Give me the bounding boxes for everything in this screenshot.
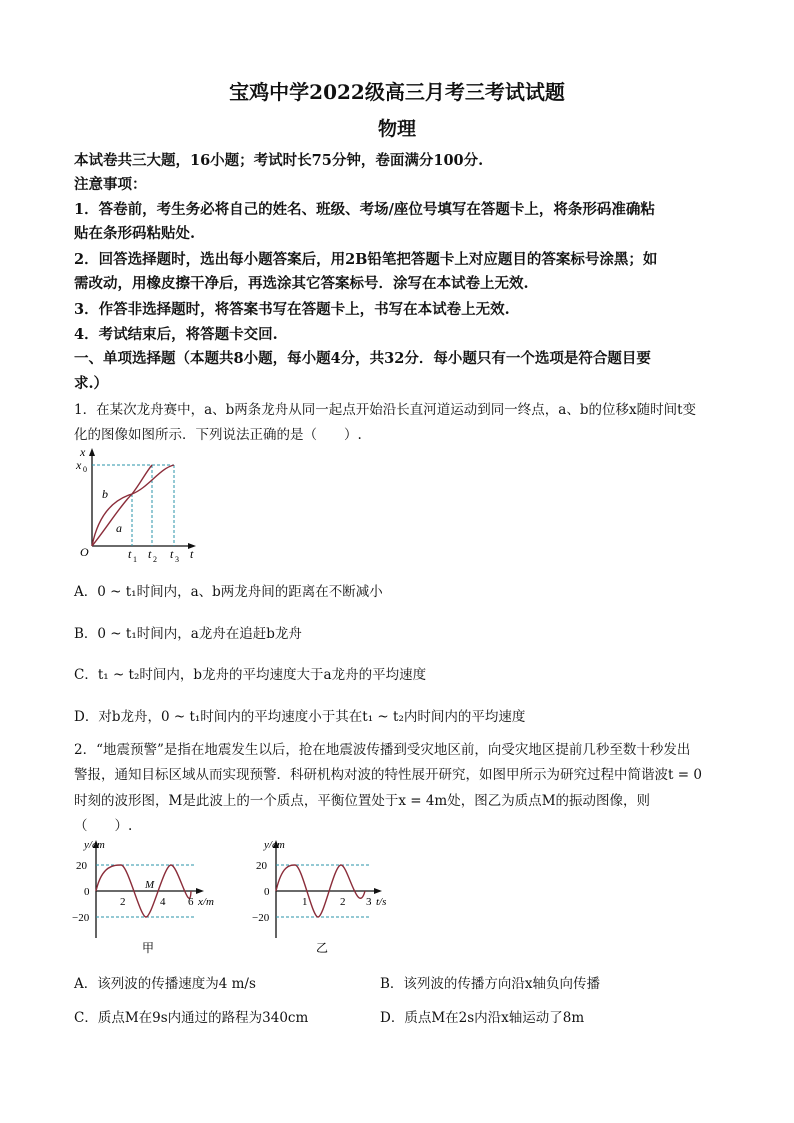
- q2-stem-line-1: 2．“地震预警”是指在地震发生以后，抢在地震波传播到受灾地区前，向受灾地区提前几秒至数十秒发出: [74, 742, 691, 758]
- subject-title: 物理: [377, 118, 416, 140]
- q1-t1-label: t: [128, 547, 132, 561]
- q2-option-b: B．该列波的传播方向沿x轴负向传播: [380, 976, 601, 992]
- section-1-heading-line-2: 求.）: [74, 375, 109, 392]
- q1-y-arrow: [89, 448, 95, 456]
- q1-stem-line-2: 化的图像如图所示．下列说法正确的是（ ）.: [74, 427, 362, 443]
- q1-t2-sub: 2: [153, 555, 157, 564]
- yi-y-tick-0: 0: [264, 886, 270, 898]
- yi-y-tick-20: 20: [256, 860, 267, 872]
- note-2-line-1: 2．回答选择题时，选出每小题答案后，用2B铅笔把答题卡上对应题目的答案标号涂黑；如: [74, 251, 658, 268]
- jia-x-label: x/m: [198, 896, 214, 908]
- q1-curve-a-label: a: [116, 521, 122, 535]
- q2-vibration-graph-yi: [250, 836, 410, 956]
- note-2-line-2: 需改动，用橡皮擦干净后，再选涂其它答案标号．涂写在本试卷上无效.: [74, 275, 529, 292]
- q1-t3-label: t: [170, 547, 174, 561]
- q1-x0-sub: 0: [83, 465, 87, 474]
- q1-y-axis-label: x: [80, 445, 86, 459]
- jia-y-tick-neg20: −20: [72, 912, 90, 924]
- jia-point-m: M: [145, 879, 155, 891]
- jia-y-tick-20: 20: [76, 860, 87, 872]
- yi-x-tick-1: 1: [302, 896, 308, 908]
- jia-caption: 甲: [142, 941, 155, 955]
- q2-option-c: C．质点M在9s内通过的路程为340cm: [74, 1010, 309, 1026]
- q1-x-axis-label: t: [190, 547, 194, 561]
- q1-option-d: D．对b龙舟，0 ~ t₁时间内的平均速度小于其在t₁ ~ t₂内时间内的平均速度: [74, 709, 526, 725]
- q2-stem-line-4: （ ）.: [74, 818, 133, 834]
- q1-curve-a: [92, 465, 152, 546]
- note-4: 4．考试结束后，将答题卡交回.: [74, 326, 278, 343]
- yi-y-tick-neg20: −20: [252, 912, 270, 924]
- note-1-line-2: 贴在条形码粘贴处.: [74, 225, 196, 242]
- jia-y-label: y/cm: [84, 839, 105, 851]
- yi-caption: 乙: [316, 941, 329, 955]
- jia-x-tick-6: 6: [188, 896, 194, 908]
- q1-option-b: B．0 ~ t₁时间内，a龙舟在追赶b龙舟: [74, 626, 302, 642]
- q1-x0-label: x: [76, 458, 82, 472]
- q2-option-a: A．该列波的传播速度为4 m/s: [74, 976, 256, 992]
- q1-origin-label: O: [80, 545, 89, 559]
- q1-t2-label: t: [148, 547, 152, 561]
- q1-curve-b-label: b: [102, 487, 108, 501]
- jia-x-tick-4: 4: [160, 896, 166, 908]
- yi-x-tick-2: 2: [340, 896, 346, 908]
- q1-option-a: A．0 ~ t₁时间内，a、b两龙舟间的距离在不断减小: [74, 584, 383, 600]
- q1-displacement-time-graph: [68, 444, 208, 570]
- notes-heading: 注意事项：: [74, 176, 147, 193]
- jia-x-tick-2: 2: [120, 896, 126, 908]
- q2-stem-line-2: 警报，通知目标区域从而实现预警．科研机构对波的特性展开研究，如图甲所示为研究过程中简谐波t = 0: [74, 767, 702, 783]
- note-3: 3．作答非选择题时，将答案书写在答题卡上，书写在本试卷上无效.: [74, 301, 510, 318]
- q2-option-d: D．质点M在2s内沿x轴运动了8m: [380, 1010, 585, 1026]
- note-1-line-1: 1．答卷前，考生务必将自己的姓名、班级、考场/座位号填写在答题卡上，将条形码准确粘: [74, 201, 655, 218]
- q1-t1-sub: 1: [133, 555, 137, 564]
- q2-wave-graph-jia: [70, 836, 230, 956]
- q1-option-c: C．t₁ ~ t₂时间内，b龙舟的平均速度大于a龙舟的平均速度: [74, 667, 427, 683]
- exam-summary: 本试卷共三大题，16小题；考试时长75分钟，卷面满分100分.: [74, 152, 484, 169]
- exam-title: 宝鸡中学2022级高三月考三考试试题: [229, 80, 565, 104]
- jia-y-tick-0: 0: [84, 886, 90, 898]
- yi-y-label: y/cm: [264, 839, 285, 851]
- q1-curve-b: [92, 465, 174, 546]
- yi-x-tick-3: 3: [366, 896, 372, 908]
- yi-x-label: t/s: [376, 896, 387, 908]
- q1-stem-line-1: 1．在某次龙舟赛中，a、b两条龙舟从同一起点开始沿长直河道运动到同一终点，a、b的位移x随时间t变: [74, 402, 697, 418]
- q1-t3-sub: 3: [175, 555, 179, 564]
- q2-stem-line-3: 时刻的波形图，M是此波上的一个质点，平衡位置处于x = 4m处，图乙为质点M的振动图像，则: [74, 793, 651, 809]
- section-1-heading-line-1: 一、单项选择题（本题共8小题，每小题4分，共32分．每小题只有一个选项是符合题目要: [74, 350, 651, 367]
